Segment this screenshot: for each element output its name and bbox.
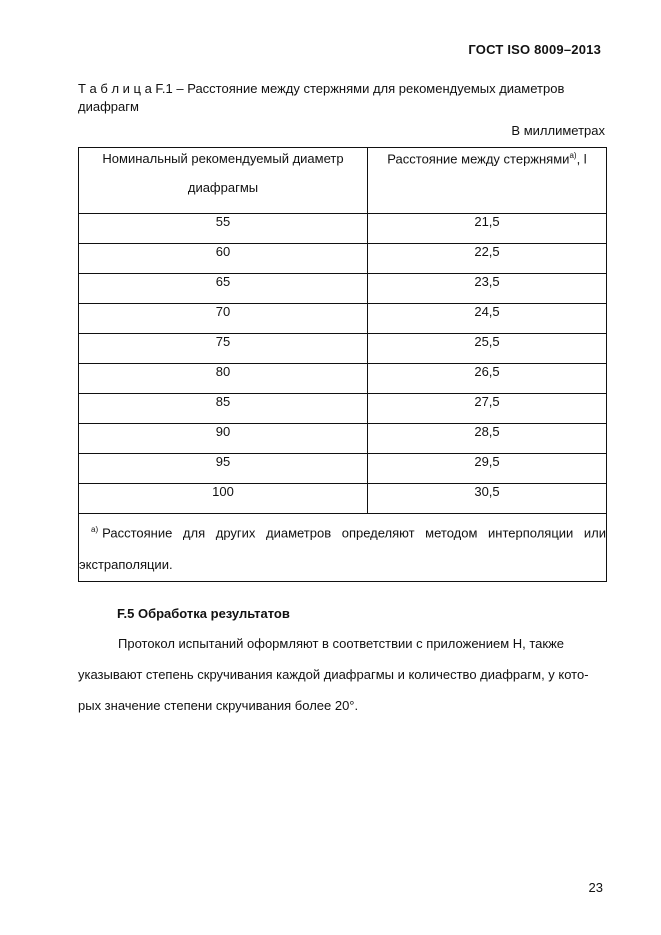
page-number: 23 — [588, 880, 603, 895]
cell-diameter: 80 — [79, 364, 368, 394]
cell-distance: 30,5 — [368, 484, 607, 514]
table-row — [79, 274, 607, 304]
table-header-row — [79, 148, 607, 214]
footnote-text: Расстояние для других диаметров определяют методом интерполяции или экстраполяции. — [79, 525, 606, 573]
cell-diameter: 85 — [79, 394, 368, 424]
table-row — [79, 484, 607, 514]
section-paragraph-text: Протокол испытаний оформляют в соответствии с приложением Н, также указывают степень скручивания каждой диафрагмы и количество диафрагм, у кото-рых значение степени скручивания более 20°. — [78, 636, 589, 713]
header-diameter-line2: диафрагмы — [187, 180, 259, 195]
cell-distance: 27,5 — [368, 394, 607, 424]
cell-distance: 29,5 — [368, 454, 607, 484]
table-row — [79, 394, 607, 424]
section-title: F.5 Обработка результатов — [117, 606, 290, 621]
cell-diameter: 65 — [79, 274, 368, 304]
table-caption: Т а б л и ц а F.1 – Расстояние между стержнями для рекомендуемых диаметров диафрагм — [78, 81, 565, 114]
cell-diameter: 70 — [79, 304, 368, 334]
cell-diameter: 75 — [79, 334, 368, 364]
table-row — [79, 364, 607, 394]
header-diameter-line1: Номинальный рекомендуемый диаметр — [102, 151, 344, 166]
cell-diameter: 100 — [79, 484, 368, 514]
table-row — [79, 244, 607, 274]
header-distance — [368, 148, 607, 214]
table-row — [79, 334, 607, 364]
standard-designation: ГОСТ ISO 8009–2013 — [468, 42, 601, 57]
cell-diameter: 95 — [79, 454, 368, 484]
table-row — [79, 304, 607, 334]
spacing-table — [78, 147, 607, 582]
cell-distance: 23,5 — [368, 274, 607, 304]
table-units: В миллиметрах — [511, 123, 605, 138]
table-footnote — [79, 514, 607, 582]
header-distance-tail: , l — [576, 151, 587, 167]
header-distance-text: Расстояние между стержнями — [387, 151, 570, 167]
cell-diameter: 60 — [79, 244, 368, 274]
header-diameter — [79, 148, 368, 214]
footnote-ref: а) — [569, 151, 577, 160]
table-footnote-row — [79, 514, 607, 582]
cell-distance: 24,5 — [368, 304, 607, 334]
cell-distance: 26,5 — [368, 364, 607, 394]
cell-distance: 25,5 — [368, 334, 607, 364]
cell-diameter: 55 — [79, 214, 368, 244]
cell-diameter: 90 — [79, 424, 368, 454]
cell-distance: 28,5 — [368, 424, 607, 454]
cell-distance: 22,5 — [368, 244, 607, 274]
table-row — [79, 214, 607, 244]
table-row — [79, 454, 607, 484]
cell-distance: 21,5 — [368, 214, 607, 244]
table-row — [79, 424, 607, 454]
footnote-mark: а) — [91, 525, 99, 534]
section-paragraph — [78, 628, 604, 721]
